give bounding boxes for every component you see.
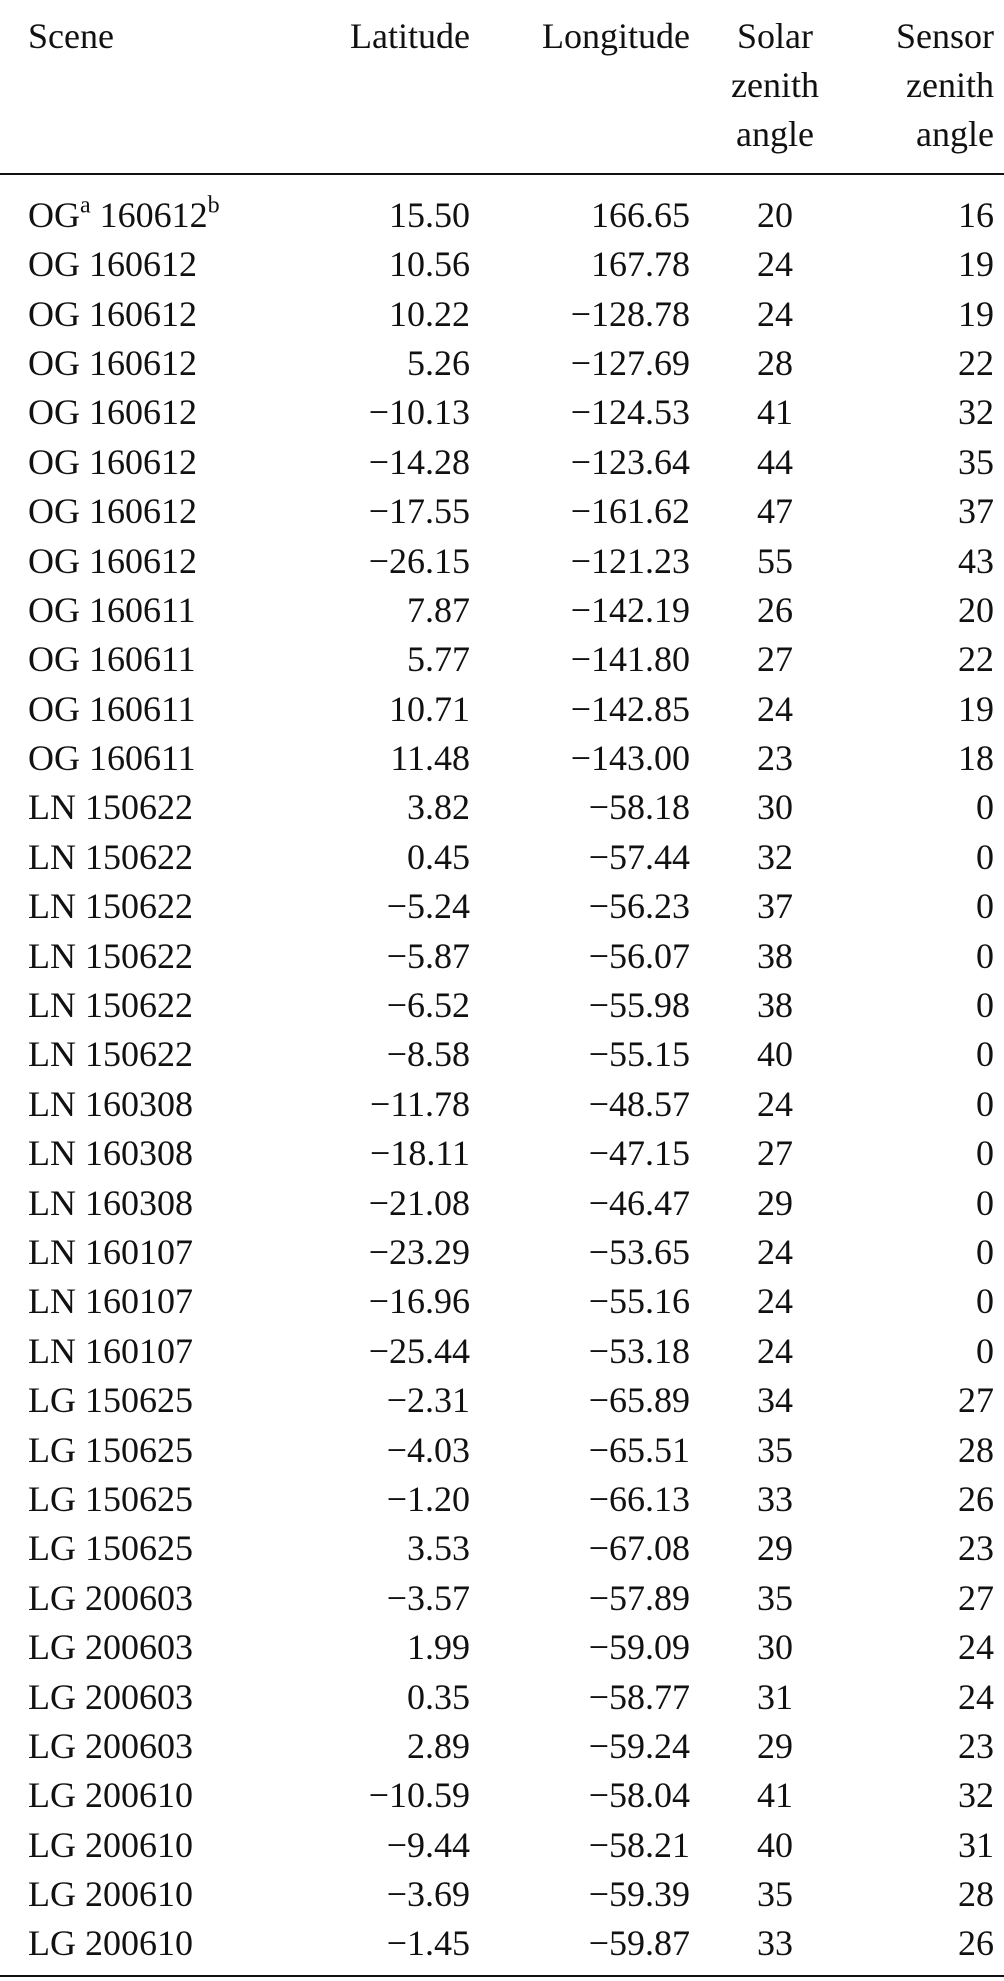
cell-sensor-zenith-angle: 26 [860, 1919, 1004, 1975]
cell-sensor-zenith-angle: 0 [976, 1232, 994, 1272]
cell-longitude: −59.39 [588, 1874, 690, 1915]
cell-solar-zenith-angle: 34 [757, 1380, 793, 1421]
table-row [0, 1129, 1004, 1178]
table-row [0, 388, 1004, 437]
cell-sensor-zenith-angle: 37 [958, 491, 994, 532]
table-row [0, 1623, 1004, 1672]
cell-sensor-zenith-angle: 28 [958, 1874, 994, 1915]
cell-latitude: −4.03 [386, 1429, 470, 1470]
cell-longitude: 167.78 [591, 244, 690, 285]
cell-latitude: −26.15 [368, 540, 470, 581]
cell-longitude: −58.77 [588, 1676, 690, 1717]
cell-solar-zenith-angle: 44 [757, 441, 793, 482]
cell-solar-zenith-angle: 31 [757, 1676, 793, 1717]
cell-sensor-zenith-angle: 19 [958, 293, 994, 334]
cell-latitude: −10.13 [368, 392, 470, 433]
table-row [0, 586, 1004, 635]
table-row [0, 1030, 1004, 1079]
cell-longitude: −58.04 [588, 1775, 690, 1816]
cell-solar-zenith-angle: 32 [757, 836, 793, 877]
cell-sensor-zenith-angle: 0 [976, 935, 994, 976]
table-row [0, 438, 1004, 487]
cell-latitude: −17.55 [368, 491, 470, 532]
cell-solar-zenith-angle: 23 [757, 738, 793, 779]
cell-sensor-zenith-angle: 32 [958, 392, 994, 433]
cell-longitude: −142.85 [570, 688, 690, 729]
cell-scene: LN 160308 [28, 1182, 193, 1223]
cell-latitude: 15.50 [389, 195, 470, 235]
cell-longitude: −65.89 [588, 1380, 690, 1421]
cell-latitude: −1.45 [280, 1919, 470, 1975]
cell-scene: LN 150622 [28, 935, 193, 976]
cell-solar-zenith-angle: 37 [757, 886, 793, 927]
cell-solar-zenith-angle: 30 [757, 787, 793, 828]
cell-latitude: −23.29 [368, 1232, 470, 1272]
cell-solar-zenith-angle: 41 [757, 392, 793, 433]
cell-sensor-zenith-angle: 43 [958, 540, 994, 581]
cell-scene: OG 160611 [28, 738, 196, 779]
cell-longitude: −127.69 [570, 342, 690, 383]
cell-scene: LG 200610 [0, 1919, 280, 1975]
cell-longitude: −124.53 [570, 392, 690, 433]
header-sensor-line-3: angle [916, 114, 994, 154]
cell-longitude: −47.15 [588, 1133, 690, 1174]
cell-latitude: −2.31 [386, 1380, 470, 1421]
cell-scene: LG 200610 [28, 1874, 193, 1915]
table-row [0, 981, 1004, 1030]
cell-solar-zenith-angle: 24 [757, 1330, 793, 1371]
cell-latitude: −1.20 [386, 1478, 470, 1519]
header-solar-line-3: angle [736, 114, 814, 154]
cell-scene: OG 160612 [28, 441, 197, 482]
cell-longitude: −59.09 [588, 1627, 690, 1668]
table-row [0, 339, 1004, 388]
cell-sensor-zenith-angle: 16 [958, 195, 994, 235]
header-sensor-line-2: zenith [906, 65, 994, 105]
cell-longitude: −57.44 [588, 836, 690, 877]
cell-scene: LG 200610 [28, 1775, 193, 1816]
cell-latitude: −9.44 [386, 1824, 470, 1865]
cell-sensor-zenith-angle: 24 [958, 1676, 994, 1717]
cell-scene: OG 160612 [28, 293, 197, 334]
cell-sensor-zenith-angle: 0 [976, 1330, 994, 1371]
scene-prefix: OG [28, 195, 80, 235]
cell-latitude: 3.53 [407, 1528, 470, 1569]
cell-longitude: −53.65 [588, 1232, 690, 1272]
cell-longitude: −58.18 [588, 787, 690, 828]
cell-longitude: −56.07 [588, 935, 690, 976]
cell-scene: LG 150625 [28, 1380, 193, 1421]
cell-sensor-zenith-angle: 20 [958, 589, 994, 630]
cell-latitude: 2.89 [407, 1725, 470, 1766]
cell-latitude: −18.11 [370, 1133, 470, 1174]
cell-solar-zenith-angle: 33 [757, 1478, 793, 1519]
cell-latitude: 0.45 [407, 836, 470, 877]
cell-latitude: 10.71 [389, 688, 470, 729]
cell-latitude: −5.87 [386, 935, 470, 976]
cell-scene: LN 150622 [28, 985, 193, 1026]
cell-latitude: 0.35 [407, 1676, 470, 1717]
cell-scene: LG 200603 [28, 1627, 193, 1668]
cell-sensor-zenith-angle: 28 [958, 1429, 994, 1470]
table-header [0, 0, 1004, 174]
cell-scene: LN 150622 [28, 1034, 193, 1075]
cell-sensor-zenith-angle: 0 [976, 985, 994, 1026]
cell-scene: LN 160107 [28, 1281, 193, 1322]
cell-solar-zenith-angle: 29 [757, 1182, 793, 1223]
cell-solar-zenith-angle: 20 [757, 195, 793, 235]
cell-scene: OG 160612 [28, 244, 197, 285]
cell-solar-zenith-angle: 27 [757, 639, 793, 680]
cell-solar-zenith-angle: 47 [757, 491, 793, 532]
table-row [0, 1771, 1004, 1820]
table-row [0, 1574, 1004, 1623]
cell-latitude: 5.77 [407, 639, 470, 680]
table-row [0, 1524, 1004, 1573]
cell-latitude: −3.57 [386, 1577, 470, 1618]
cell-sensor-zenith-angle: 27 [958, 1577, 994, 1618]
cell-solar-zenith-angle: 29 [757, 1528, 793, 1569]
header-latitude: Latitude [280, 0, 470, 174]
cell-solar-zenith-angle: 40 [757, 1034, 793, 1075]
cell-longitude: −121.23 [570, 540, 690, 581]
cell-solar-zenith-angle: 38 [757, 985, 793, 1026]
header-solar-zenith-angle [690, 0, 860, 174]
table-row [0, 1327, 1004, 1376]
table-row [0, 1376, 1004, 1425]
cell-sensor-zenith-angle: 32 [958, 1775, 994, 1816]
cell-longitude: −128.78 [570, 293, 690, 334]
cell-scene: OG 160612 [28, 540, 197, 581]
cell-sensor-zenith-angle: 23 [958, 1725, 994, 1766]
cell-sensor-zenith-angle: 26 [958, 1478, 994, 1519]
cell-solar-zenith-angle: 24 [757, 1083, 793, 1124]
cell-solar-zenith-angle: 24 [757, 1232, 793, 1272]
cell-solar-zenith-angle: 24 [757, 293, 793, 334]
table-row [0, 635, 1004, 684]
cell-longitude: −55.16 [588, 1281, 690, 1322]
cell-longitude: −57.89 [588, 1577, 690, 1618]
table-row [0, 1821, 1004, 1870]
cell-scene: LG 150625 [28, 1429, 193, 1470]
cell-longitude: −58.21 [588, 1824, 690, 1865]
cell-longitude: −53.18 [588, 1330, 690, 1371]
cell-sensor-zenith-angle: 0 [976, 836, 994, 877]
cell-sensor-zenith-angle: 31 [958, 1824, 994, 1865]
cell-scene: LN 150622 [28, 836, 193, 877]
cell-longitude: −142.19 [570, 589, 690, 630]
cell-sensor-zenith-angle: 0 [976, 1083, 994, 1124]
cell-longitude: 166.65 [591, 195, 690, 235]
header-row [0, 0, 1004, 174]
cell-sensor-zenith-angle: 22 [958, 639, 994, 680]
cell-scene: OG 160612 [28, 392, 197, 433]
table-row [0, 487, 1004, 536]
table-row [0, 1919, 1004, 1975]
table-row [0, 1722, 1004, 1771]
table-row [0, 783, 1004, 832]
header-solar-line-1: Solar [737, 16, 813, 56]
cell-solar-zenith-angle: 33 [690, 1919, 860, 1975]
cell-solar-zenith-angle: 27 [757, 1133, 793, 1174]
table-row [0, 1672, 1004, 1721]
cell-scene: LG 200603 [28, 1725, 193, 1766]
cell-scene: LG 150625 [28, 1478, 193, 1519]
header-longitude: Longitude [470, 0, 690, 174]
cell-longitude: −143.00 [570, 738, 690, 779]
cell-longitude: −59.24 [588, 1725, 690, 1766]
cell-scene: OG 160612 [28, 491, 197, 532]
cell-solar-zenith-angle: 24 [757, 244, 793, 285]
cell-longitude: −141.80 [570, 639, 690, 680]
cell-solar-zenith-angle: 29 [757, 1725, 793, 1766]
cell-sensor-zenith-angle: 24 [958, 1627, 994, 1668]
cell-longitude: −59.87 [470, 1919, 690, 1975]
table-row [0, 289, 1004, 338]
cell-sensor-zenith-angle: 0 [976, 1034, 994, 1075]
cell-solar-zenith-angle: 40 [757, 1824, 793, 1865]
header-scene: Scene [0, 0, 280, 174]
table-row [0, 1080, 1004, 1129]
cell-solar-zenith-angle: 30 [757, 1627, 793, 1668]
cell-latitude: 7.87 [407, 589, 470, 630]
cell-scene: LN 160308 [28, 1133, 193, 1174]
cell-scene: OG 160611 [28, 589, 196, 630]
table-body [0, 174, 1004, 1976]
cell-solar-zenith-angle: 35 [757, 1874, 793, 1915]
cell-latitude: −10.59 [368, 1775, 470, 1816]
cell-latitude: −3.69 [386, 1874, 470, 1915]
cell-latitude: 3.82 [407, 787, 470, 828]
cell-latitude: −21.08 [368, 1182, 470, 1223]
table-row [0, 833, 1004, 882]
cell-longitude: −65.51 [588, 1429, 690, 1470]
table-row [0, 174, 1004, 240]
cell-scene: LG 200610 [28, 1824, 193, 1865]
cell-longitude: −67.08 [588, 1528, 690, 1569]
table-row [0, 1475, 1004, 1524]
cell-latitude: −14.28 [368, 441, 470, 482]
cell-longitude: −55.15 [588, 1034, 690, 1075]
cell-scene: LG 200603 [28, 1676, 193, 1717]
header-sensor-zenith-angle [860, 0, 1004, 174]
cell-longitude: −56.23 [588, 886, 690, 927]
cell-longitude: −55.98 [588, 985, 690, 1026]
cell-scene [0, 174, 280, 240]
scene-date: 160612 [99, 195, 208, 235]
cell-longitude: −123.64 [570, 441, 690, 482]
table-row [0, 1870, 1004, 1919]
cell-sensor-zenith-angle: 18 [958, 738, 994, 779]
table-row [0, 240, 1004, 289]
table-row [0, 734, 1004, 783]
cell-scene: LG 200603 [28, 1577, 193, 1618]
cell-solar-zenith-angle: 55 [757, 540, 793, 581]
table-row [0, 931, 1004, 980]
cell-latitude: −6.52 [386, 985, 470, 1026]
footnote-marker-b: b [207, 192, 220, 219]
cell-latitude: −5.24 [386, 886, 470, 927]
cell-scene: OG 160612 [28, 342, 197, 383]
cell-sensor-zenith-angle: 19 [958, 688, 994, 729]
cell-solar-zenith-angle: 28 [757, 342, 793, 383]
cell-sensor-zenith-angle: 0 [976, 1133, 994, 1174]
cell-sensor-zenith-angle: 0 [976, 1281, 994, 1322]
cell-scene: LN 160308 [28, 1083, 193, 1124]
cell-latitude: 1.99 [407, 1627, 470, 1668]
cell-latitude: −11.78 [370, 1083, 470, 1124]
table-row [0, 536, 1004, 585]
cell-scene: OG 160611 [28, 688, 196, 729]
cell-longitude: −46.47 [588, 1182, 690, 1223]
table-row [0, 1277, 1004, 1326]
cell-solar-zenith-angle: 38 [757, 935, 793, 976]
header-solar-line-2: zenith [731, 65, 819, 105]
cell-longitude: −161.62 [570, 491, 690, 532]
cell-latitude: 10.22 [389, 293, 470, 334]
cell-scene: LN 160107 [28, 1232, 193, 1272]
cell-sensor-zenith-angle: 35 [958, 441, 994, 482]
cell-solar-zenith-angle: 26 [757, 589, 793, 630]
cell-latitude: 11.48 [390, 738, 470, 779]
cell-sensor-zenith-angle: 27 [958, 1380, 994, 1421]
cell-latitude: 5.26 [407, 342, 470, 383]
table-row [0, 1425, 1004, 1474]
cell-sensor-zenith-angle: 0 [976, 886, 994, 927]
cell-sensor-zenith-angle: 0 [976, 1182, 994, 1223]
cell-latitude: −25.44 [368, 1330, 470, 1371]
cell-latitude: −8.58 [386, 1034, 470, 1075]
cell-solar-zenith-angle: 35 [757, 1429, 793, 1470]
footnote-marker-a: a [80, 192, 91, 219]
cell-solar-zenith-angle: 24 [757, 1281, 793, 1322]
header-sensor-line-1: Sensor [896, 16, 994, 56]
cell-scene: LN 150622 [28, 886, 193, 927]
cell-sensor-zenith-angle: 0 [976, 787, 994, 828]
cell-sensor-zenith-angle: 19 [958, 244, 994, 285]
table-row [0, 1178, 1004, 1227]
cell-longitude: −66.13 [588, 1478, 690, 1519]
table-row [0, 1228, 1004, 1277]
cell-scene: OG 160611 [28, 639, 196, 680]
cell-longitude: −48.57 [588, 1083, 690, 1124]
table-row [0, 882, 1004, 931]
cell-scene: LN 150622 [28, 787, 193, 828]
cell-latitude: −16.96 [368, 1281, 470, 1322]
cell-latitude: 10.56 [389, 244, 470, 285]
table-row [0, 685, 1004, 734]
cell-sensor-zenith-angle: 22 [958, 342, 994, 383]
cell-sensor-zenith-angle: 23 [958, 1528, 994, 1569]
cell-scene: LG 150625 [28, 1528, 193, 1569]
cell-solar-zenith-angle: 35 [757, 1577, 793, 1618]
cell-scene: LN 160107 [28, 1330, 193, 1371]
cell-solar-zenith-angle: 41 [757, 1775, 793, 1816]
cell-solar-zenith-angle: 24 [757, 688, 793, 729]
